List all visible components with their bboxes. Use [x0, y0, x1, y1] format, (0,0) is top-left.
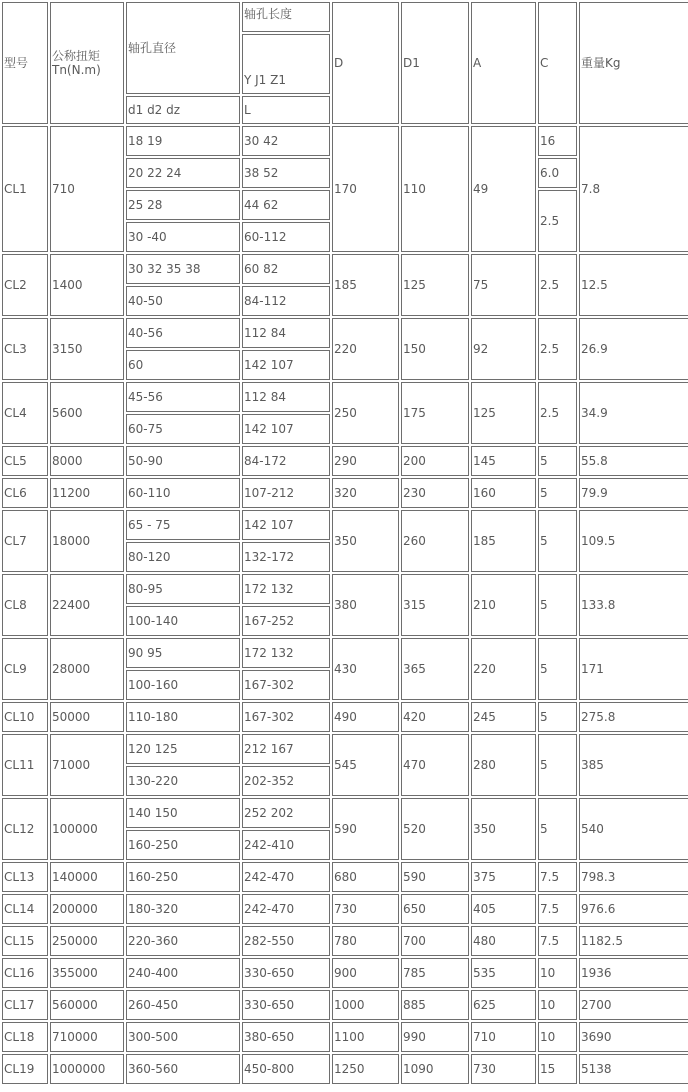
cell-D: 290 — [332, 446, 399, 476]
cell-bore: 110-180 — [126, 702, 240, 732]
cell-D: 185 — [332, 254, 399, 316]
cell-C: 2.5 — [538, 382, 577, 444]
cell-torque: 3150 — [50, 318, 124, 380]
cell-D1: 785 — [401, 958, 469, 988]
cell-weight: 26.9 — [579, 318, 688, 380]
cell-weight: 385 — [579, 734, 688, 796]
cell-A: 245 — [471, 702, 536, 732]
cell-bore: 140 150 — [126, 798, 240, 828]
cell-bore: 45-56 — [126, 382, 240, 412]
cell-A: 405 — [471, 894, 536, 924]
cell-A: 160 — [471, 478, 536, 508]
cell-D: 350 — [332, 510, 399, 572]
table-body — [2, 126, 688, 1084]
cell-bore: 130-220 — [126, 766, 240, 796]
cell-length: 84-112 — [242, 286, 330, 316]
cell-C: 10 — [538, 958, 577, 988]
cell-D1: 230 — [401, 478, 469, 508]
cell-torque: 355000 — [50, 958, 124, 988]
cell-A: 710 — [471, 1022, 536, 1052]
cell-A: 49 — [471, 126, 536, 252]
cell-A: 125 — [471, 382, 536, 444]
cell-torque: 11200 — [50, 478, 124, 508]
cell-D: 680 — [332, 862, 399, 892]
cell-length: 84-172 — [242, 446, 330, 476]
cell-A: 350 — [471, 798, 536, 860]
cell-C: 16 — [538, 126, 577, 156]
cell-C: 5 — [538, 478, 577, 508]
cell-D: 320 — [332, 478, 399, 508]
cell-C: 7.5 — [538, 926, 577, 956]
header-D: D — [332, 2, 399, 124]
cell-bore: 80-95 — [126, 574, 240, 604]
cell-torque: 560000 — [50, 990, 124, 1020]
cell-D1: 315 — [401, 574, 469, 636]
table-row — [2, 1054, 688, 1084]
cell-model: CL6 — [2, 478, 48, 508]
cell-D: 1250 — [332, 1054, 399, 1084]
header-torque-line2: Tn(N.m) — [52, 63, 101, 77]
cell-A: 480 — [471, 926, 536, 956]
cell-C: 5 — [538, 734, 577, 796]
header-length: 轴孔长度 — [242, 2, 330, 32]
cell-D: 170 — [332, 126, 399, 252]
cell-D: 545 — [332, 734, 399, 796]
cell-length: 107-212 — [242, 478, 330, 508]
table-header — [2, 2, 688, 124]
cell-weight: 540 — [579, 798, 688, 860]
table-row — [2, 574, 688, 604]
cell-torque: 140000 — [50, 862, 124, 892]
header-torque — [50, 2, 124, 124]
cell-A: 75 — [471, 254, 536, 316]
cell-length: 282-550 — [242, 926, 330, 956]
cell-model: CL19 — [2, 1054, 48, 1084]
cell-bore: 240-400 — [126, 958, 240, 988]
header-A: A — [471, 2, 536, 124]
cell-A: 145 — [471, 446, 536, 476]
table-row — [2, 734, 688, 764]
table-row — [2, 318, 688, 348]
cell-torque: 8000 — [50, 446, 124, 476]
table-row — [2, 1022, 688, 1052]
cell-model: CL10 — [2, 702, 48, 732]
cell-bore: 300-500 — [126, 1022, 240, 1052]
cell-D: 380 — [332, 574, 399, 636]
cell-bore: 60-75 — [126, 414, 240, 444]
cell-bore: 80-120 — [126, 542, 240, 572]
cell-A: 280 — [471, 734, 536, 796]
cell-torque: 18000 — [50, 510, 124, 572]
header-C: C — [538, 2, 577, 124]
cell-length: 172 132 — [242, 638, 330, 668]
cell-D: 490 — [332, 702, 399, 732]
cell-length: 44 62 — [242, 190, 330, 220]
cell-model: CL3 — [2, 318, 48, 380]
cell-A: 375 — [471, 862, 536, 892]
cell-C: 7.5 — [538, 862, 577, 892]
header-bore: 轴孔直径 — [126, 2, 240, 94]
cell-model: CL18 — [2, 1022, 48, 1052]
cell-C: 2.5 — [538, 254, 577, 316]
cell-D: 780 — [332, 926, 399, 956]
cell-length: 142 107 — [242, 510, 330, 540]
cell-D1: 700 — [401, 926, 469, 956]
table-row — [2, 478, 688, 508]
cell-length: 212 167 — [242, 734, 330, 764]
cell-weight: 7.8 — [579, 126, 688, 252]
cell-bore: 25 28 — [126, 190, 240, 220]
cell-D1: 590 — [401, 862, 469, 892]
cell-A: 210 — [471, 574, 536, 636]
cell-model: CL11 — [2, 734, 48, 796]
cell-length: 142 107 — [242, 414, 330, 444]
cell-weight: 1182.5 — [579, 926, 688, 956]
cell-C: 6.0 — [538, 158, 577, 188]
header-D1: D1 — [401, 2, 469, 124]
cell-length: 242-470 — [242, 862, 330, 892]
header-torque-line1: 公称扭矩 — [52, 49, 101, 63]
cell-A: 535 — [471, 958, 536, 988]
cell-C: 2.5 — [538, 318, 577, 380]
cell-model: CL7 — [2, 510, 48, 572]
cell-A: 625 — [471, 990, 536, 1020]
cell-bore: 120 125 — [126, 734, 240, 764]
cell-weight: 1936 — [579, 958, 688, 988]
table-row — [2, 446, 688, 476]
cell-A: 220 — [471, 638, 536, 700]
table-row — [2, 798, 688, 828]
cell-torque: 28000 — [50, 638, 124, 700]
cell-weight: 55.8 — [579, 446, 688, 476]
cell-weight: 275.8 — [579, 702, 688, 732]
cell-model: CL2 — [2, 254, 48, 316]
cell-weight: 798.3 — [579, 862, 688, 892]
cell-bore: 160-250 — [126, 862, 240, 892]
cell-model: CL4 — [2, 382, 48, 444]
cell-torque: 710000 — [50, 1022, 124, 1052]
cell-D1: 175 — [401, 382, 469, 444]
cell-length: 132-172 — [242, 542, 330, 572]
cell-C: 10 — [538, 990, 577, 1020]
cell-weight: 79.9 — [579, 478, 688, 508]
cell-bore: 40-56 — [126, 318, 240, 348]
cell-bore: 100-160 — [126, 670, 240, 700]
cell-C: 7.5 — [538, 894, 577, 924]
table-row — [2, 382, 688, 412]
cell-model: CL15 — [2, 926, 48, 956]
cell-C: 5 — [538, 638, 577, 700]
cell-weight: 12.5 — [579, 254, 688, 316]
cell-C: 5 — [538, 702, 577, 732]
cell-D1: 365 — [401, 638, 469, 700]
cell-model: CL8 — [2, 574, 48, 636]
table-row — [2, 126, 688, 156]
cell-bore: 18 19 — [126, 126, 240, 156]
cell-torque: 5600 — [50, 382, 124, 444]
cell-bore: 50-90 — [126, 446, 240, 476]
cell-model: CL1 — [2, 126, 48, 252]
cell-bore: 30 -40 — [126, 222, 240, 252]
cell-weight: 133.8 — [579, 574, 688, 636]
cell-model: CL13 — [2, 862, 48, 892]
cell-length: 450-800 — [242, 1054, 330, 1084]
table-row — [2, 638, 688, 668]
cell-bore: 40-50 — [126, 286, 240, 316]
table-row — [2, 510, 688, 540]
cell-D1: 650 — [401, 894, 469, 924]
cell-length: 112 84 — [242, 318, 330, 348]
cell-length: 330-650 — [242, 990, 330, 1020]
cell-D1: 990 — [401, 1022, 469, 1052]
cell-length: 142 107 — [242, 350, 330, 380]
cell-model: CL14 — [2, 894, 48, 924]
cell-bore: 20 22 24 — [126, 158, 240, 188]
cell-length: 38 52 — [242, 158, 330, 188]
cell-D1: 1090 — [401, 1054, 469, 1084]
cell-weight: 171 — [579, 638, 688, 700]
cell-bore: 260-450 — [126, 990, 240, 1020]
cell-D1: 420 — [401, 702, 469, 732]
cell-A: 92 — [471, 318, 536, 380]
cell-bore: 30 32 35 38 — [126, 254, 240, 284]
cell-model: CL17 — [2, 990, 48, 1020]
cell-length: 167-302 — [242, 670, 330, 700]
cell-weight: 5138 — [579, 1054, 688, 1084]
cell-D1: 470 — [401, 734, 469, 796]
cell-D1: 520 — [401, 798, 469, 860]
cell-length: 380-650 — [242, 1022, 330, 1052]
cell-weight: 976.6 — [579, 894, 688, 924]
header-length-sub2: L — [242, 96, 330, 124]
cell-C: 10 — [538, 1022, 577, 1052]
cell-C: 2.5 — [538, 190, 577, 252]
cell-C: 5 — [538, 574, 577, 636]
cell-D1: 125 — [401, 254, 469, 316]
cell-D1: 260 — [401, 510, 469, 572]
cell-model: CL9 — [2, 638, 48, 700]
cell-torque: 710 — [50, 126, 124, 252]
cell-length: 172 132 — [242, 574, 330, 604]
cell-bore: 160-250 — [126, 830, 240, 860]
cell-bore: 220-360 — [126, 926, 240, 956]
cell-length: 112 84 — [242, 382, 330, 412]
cell-torque: 1400 — [50, 254, 124, 316]
table-row — [2, 862, 688, 892]
cell-torque: 200000 — [50, 894, 124, 924]
cell-bore: 90 95 — [126, 638, 240, 668]
cell-length: 60-112 — [242, 222, 330, 252]
cell-model: CL5 — [2, 446, 48, 476]
cell-D1: 110 — [401, 126, 469, 252]
header-length-sub1: Y J1 Z1 — [242, 34, 330, 94]
cell-length: 330-650 — [242, 958, 330, 988]
cell-D: 220 — [332, 318, 399, 380]
cell-D: 430 — [332, 638, 399, 700]
cell-D: 730 — [332, 894, 399, 924]
cell-D: 900 — [332, 958, 399, 988]
cell-length: 167-302 — [242, 702, 330, 732]
cell-bore: 60 — [126, 350, 240, 380]
cell-length: 242-470 — [242, 894, 330, 924]
table-row — [2, 926, 688, 956]
cell-D1: 885 — [401, 990, 469, 1020]
header-weight: 重量Kg — [579, 2, 688, 124]
cell-D1: 150 — [401, 318, 469, 380]
cell-bore: 65 - 75 — [126, 510, 240, 540]
cell-torque: 250000 — [50, 926, 124, 956]
table-row — [2, 702, 688, 732]
cell-A: 185 — [471, 510, 536, 572]
cell-D: 1000 — [332, 990, 399, 1020]
cell-length: 30 42 — [242, 126, 330, 156]
cell-C: 5 — [538, 446, 577, 476]
cell-torque: 22400 — [50, 574, 124, 636]
cell-bore: 180-320 — [126, 894, 240, 924]
table-row — [2, 254, 688, 284]
cell-D: 250 — [332, 382, 399, 444]
cell-bore: 60-110 — [126, 478, 240, 508]
cell-C: 5 — [538, 510, 577, 572]
cell-model: CL12 — [2, 798, 48, 860]
cell-weight: 2700 — [579, 990, 688, 1020]
cell-torque: 50000 — [50, 702, 124, 732]
header-bore-sub: d1 d2 dz — [126, 96, 240, 124]
cell-model: CL16 — [2, 958, 48, 988]
cell-bore: 100-140 — [126, 606, 240, 636]
cell-torque: 1000000 — [50, 1054, 124, 1084]
cell-torque: 100000 — [50, 798, 124, 860]
cell-C: 5 — [538, 798, 577, 860]
table-row — [2, 894, 688, 924]
cell-bore: 360-560 — [126, 1054, 240, 1084]
table-row — [2, 958, 688, 988]
table-row — [2, 990, 688, 1020]
cell-torque: 71000 — [50, 734, 124, 796]
cell-D: 1100 — [332, 1022, 399, 1052]
cell-D: 590 — [332, 798, 399, 860]
cell-length: 167-252 — [242, 606, 330, 636]
cell-C: 15 — [538, 1054, 577, 1084]
cell-length: 242-410 — [242, 830, 330, 860]
header-model: 型号 — [2, 2, 48, 124]
cell-D1: 200 — [401, 446, 469, 476]
cell-weight: 34.9 — [579, 382, 688, 444]
cell-A: 730 — [471, 1054, 536, 1084]
cell-length: 252 202 — [242, 798, 330, 828]
cell-weight: 109.5 — [579, 510, 688, 572]
cell-length: 202-352 — [242, 766, 330, 796]
cell-weight: 3690 — [579, 1022, 688, 1052]
cell-length: 60 82 — [242, 254, 330, 284]
